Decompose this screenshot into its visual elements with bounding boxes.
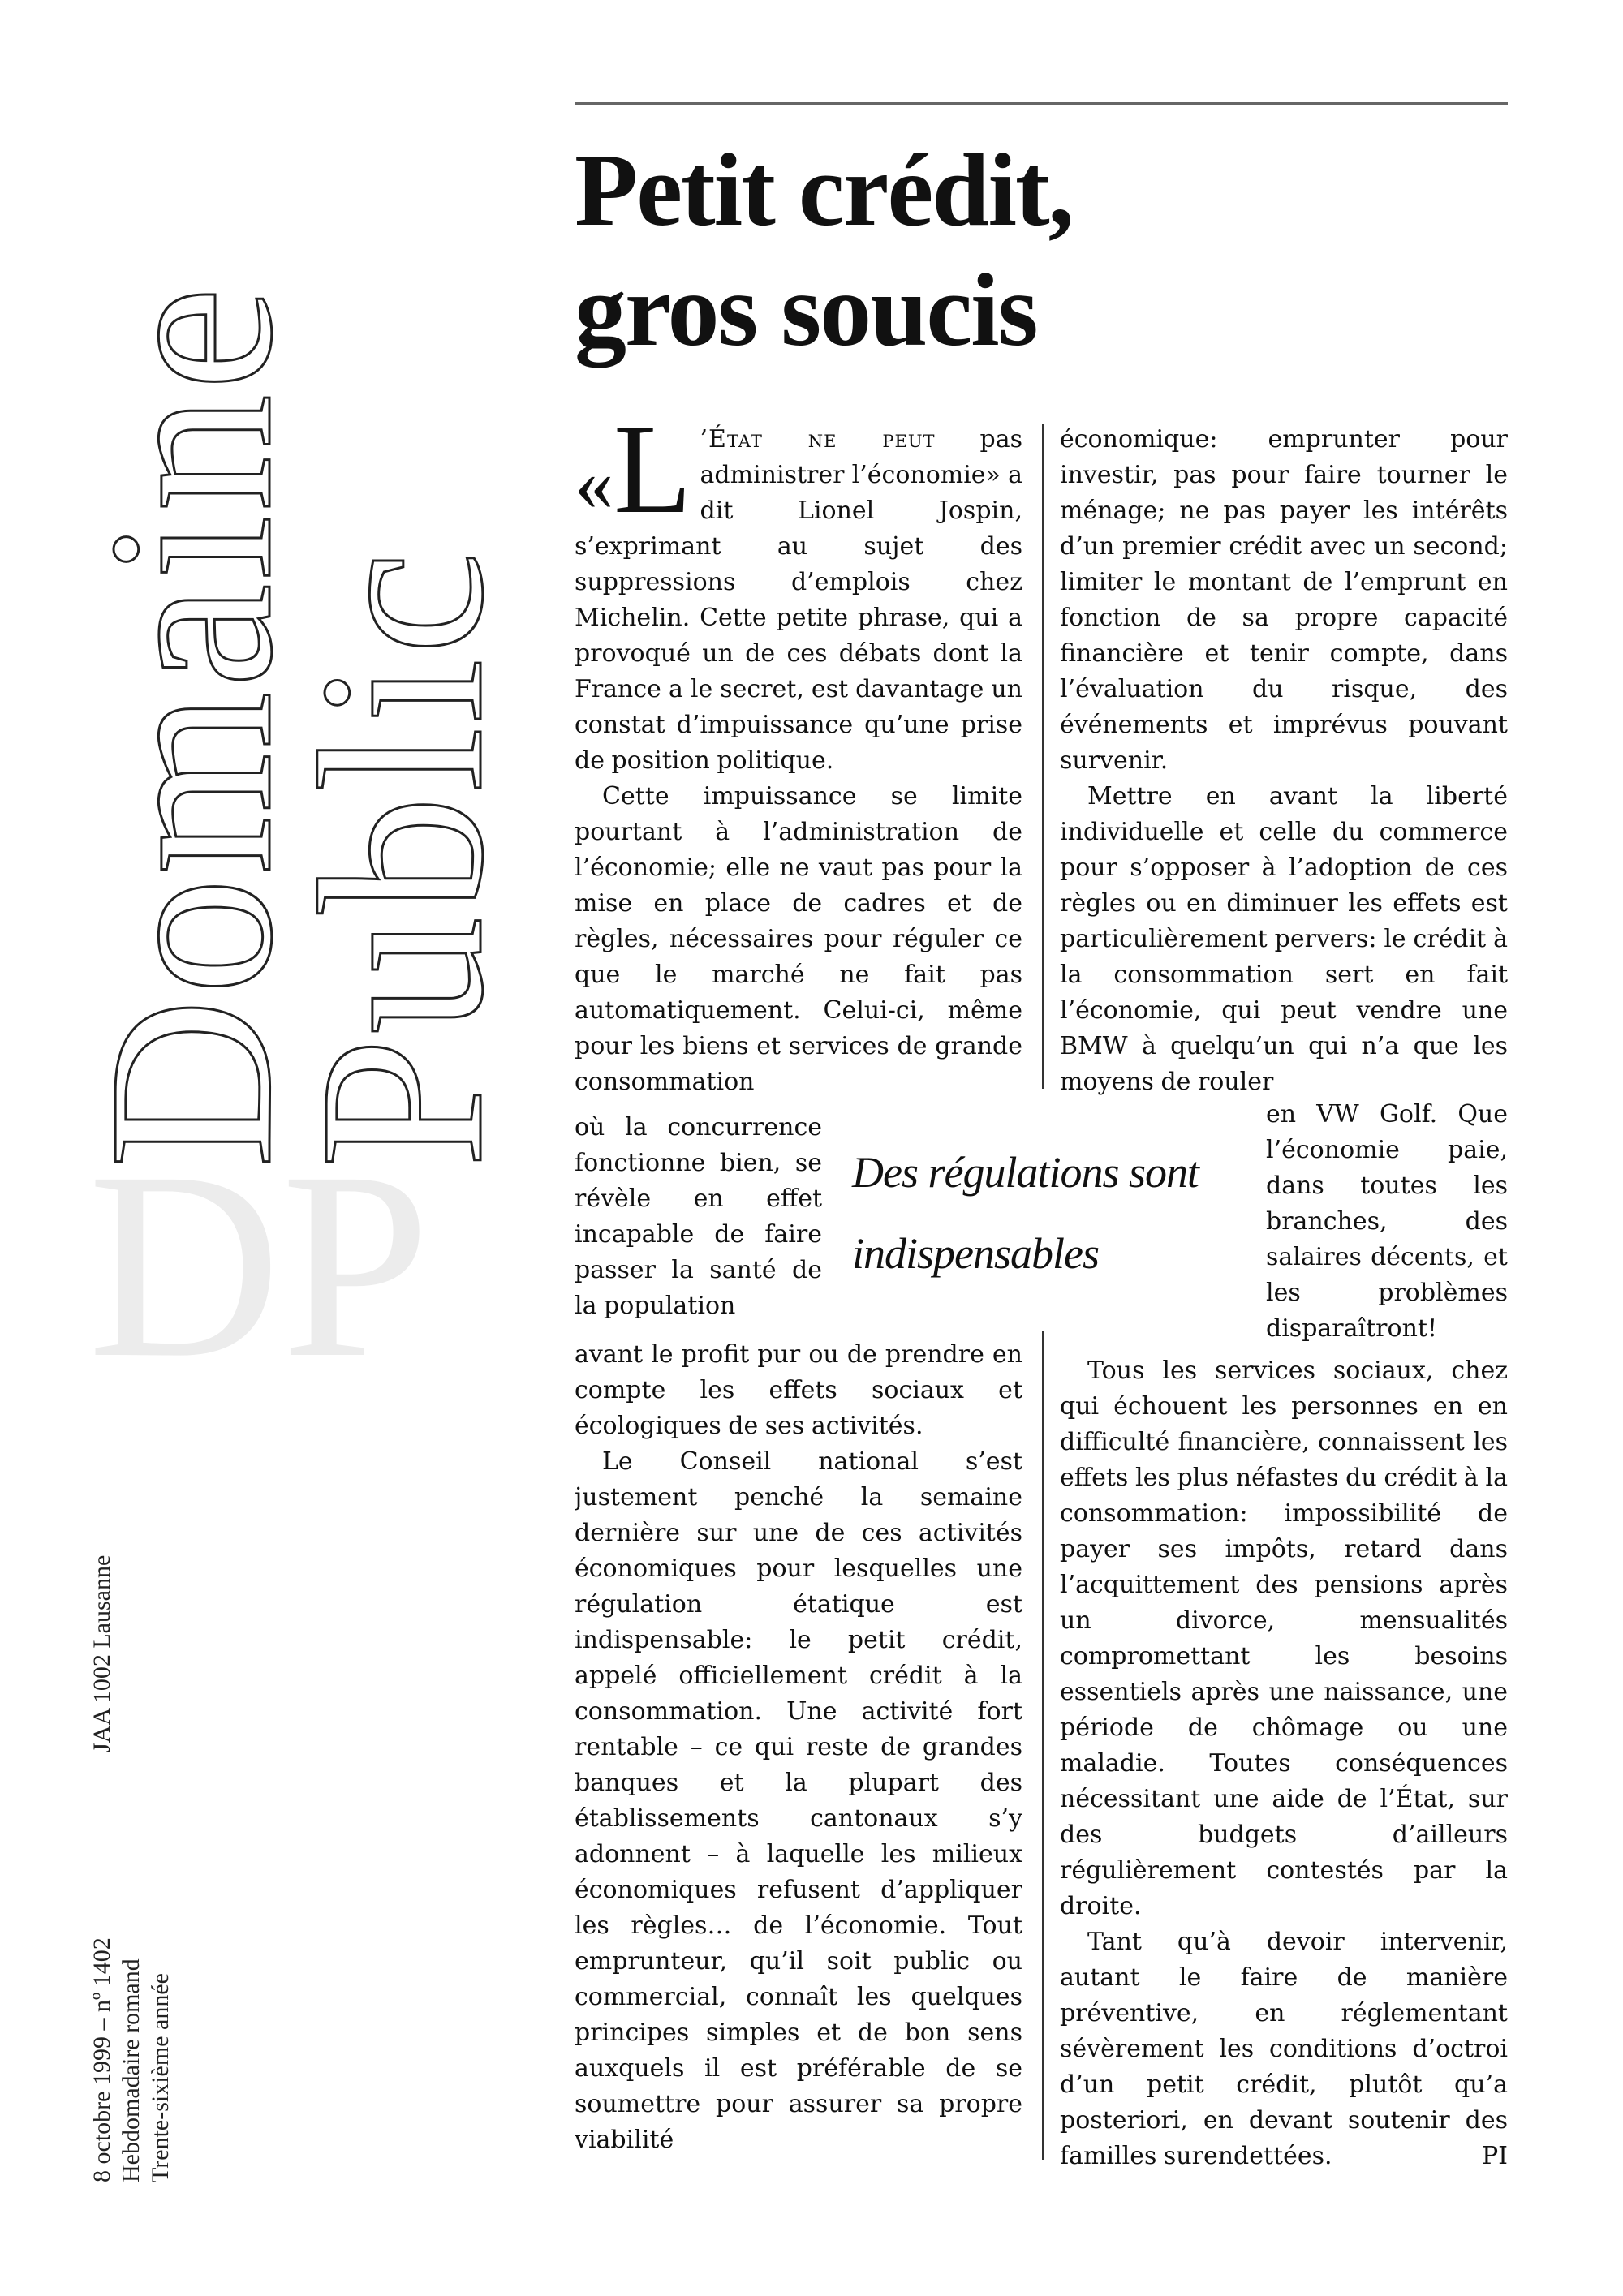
column-divider-bottom (1042, 1331, 1044, 2160)
column-2-bottom (1060, 1353, 1508, 2174)
dp-watermark (88, 1136, 461, 1379)
pull-quote-line-1: Des régulations sont (852, 1148, 1199, 1197)
jaa-label: JAA 1002 Lausanne (88, 1554, 115, 1752)
paragraph-1 (575, 422, 1022, 779)
masthead-domaine: Domaine (60, 282, 321, 1168)
issue-block (88, 1937, 175, 2182)
top-rule (575, 102, 1508, 105)
paragraph-2c: avant le profit pur ou de prendre en compte les effets sociaux et écologiques de ses activités. (575, 1340, 1022, 1440)
column-1-top (575, 422, 1022, 1111)
dp-watermark-text: DP (88, 1136, 430, 1379)
column-1-bottom (575, 1337, 1022, 2173)
col2-paragraph-2a: Mettre en avant la liberté individuelle et celle du commerce pour s’opposer à l’adoption de ces règles ou en diminuer les effets est particulièrement pervers: le crédit à la consommation sert en fait l’économie, qui peut vendre une BMW à quelqu’un qui n’a que les moyens de rouler (1060, 782, 1508, 1096)
col2-paragraph-3: Tous les services sociaux, chez qui échouent les personnes en en difficulté financière, connaissent les effets les plus néfastes du crédit à la consommation: impossibilité de payer ses impôts, retard dans l’acquittement des pensions après un divorce, mensualités compromettant les besoins essentiels après une naissance, une période de chômage ou une maladie. Toutes conséquences nécessitant une aide de l’État, sur des budgets d’ailleurs régulièrement contestés par la droite. (1060, 1357, 1508, 1920)
col2-paragraph-2b: en VW Golf. Que l’économie paie, dans toutes les branches, des salaires décents, et les problèmes disparaîtront! (1266, 1100, 1508, 1343)
column-divider-top (1042, 424, 1044, 1089)
pull-quote (852, 1132, 1242, 1294)
masthead-public: Public (271, 547, 532, 1168)
paragraph-2b: où la concurrence fonctionne bien, se révèle en effet incapable de faire passer la santé de la population (575, 1113, 822, 1320)
paragraph-1-text: pas administrer l’économie» a dit Lionel Jospin, s’exprimant au sujet des suppressions d’emplois chez Michelin. Cette petite phrase, qui a provoqué un de ces débats dont la France a le secret, est davantage un constat d’impuissance qu’une prise de position politique. (575, 425, 1022, 775)
pull-quote-line-2: indispensables (852, 1229, 1099, 1278)
column-1-narrow (575, 1110, 822, 1353)
col2-paragraph-4 (1060, 1924, 1508, 2174)
headline (575, 130, 1386, 370)
paragraph-2a: Cette impuissance se limite pourtant à l’administration de l’économie; elle ne vaut pas pour la mise en place de cadres et de règles, nécessaires pour réguler ce que le marché ne fait pas automatiquement. Celui-ci, même pour les biens et services de grande consommation (575, 782, 1022, 1096)
headline-line-2: gros soucis (575, 252, 1037, 368)
issue-year: Trente-sixième année (147, 1973, 174, 2182)
dropcap (575, 422, 692, 540)
column-2-top (1060, 422, 1508, 1105)
issue-date: 8 octobre 1999 – nº 1402 (88, 1937, 115, 2182)
headline-line-1: Petit crédit, (575, 132, 1073, 247)
col2-paragraph-1: économique: emprunter pour investir, pas pour faire tourner le ménage; ne pas payer les intérêts d’un premier crédit avec un second; limiter le montant de l’emprunt en fonction de sa propre capacité financière et tenir compte, dans l’évaluation du risque, des événements et imprévus pouvant survenir. (1060, 425, 1508, 775)
dropcap-quote: « (575, 440, 613, 527)
col2-paragraph-4-text: Tant qu’à devoir intervenir, autant le faire de manière préventive, en réglementant sévèrement les conditions d’octroi d’un petit crédit, plutôt qu’a posteriori, en devant soutenir des familles surendettées. (1060, 1928, 1508, 2170)
author-signature: PI (1481, 2142, 1508, 2170)
column-2-narrow (1266, 1097, 1508, 1357)
paragraph-3: Le Conseil national s’est justement penché la semaine dernière sur une de ces activités économiques pour lesquelles une régulation étatique est indispensable: le petit crédit, appelé officiellement crédit à la consommation. Une activité fort rentable – ce qui reste de grandes banques et la plupart des établissements cantonaux s’y adonnent – à laquelle les milieux économiques refusent d’appliquer les règles… de l’économie. Tout emprunteur, qu’il soit public ou commercial, connaît les quelques principes simples et de bon sens auxquels il est préférable de se soumettre pour assurer sa propre viabilité (575, 1447, 1022, 2154)
issue-frequency: Hebdomadaire romand (118, 1958, 144, 2182)
dropcap-letter: L (613, 422, 692, 540)
lead-smallcaps: ’État ne peut (700, 425, 936, 454)
